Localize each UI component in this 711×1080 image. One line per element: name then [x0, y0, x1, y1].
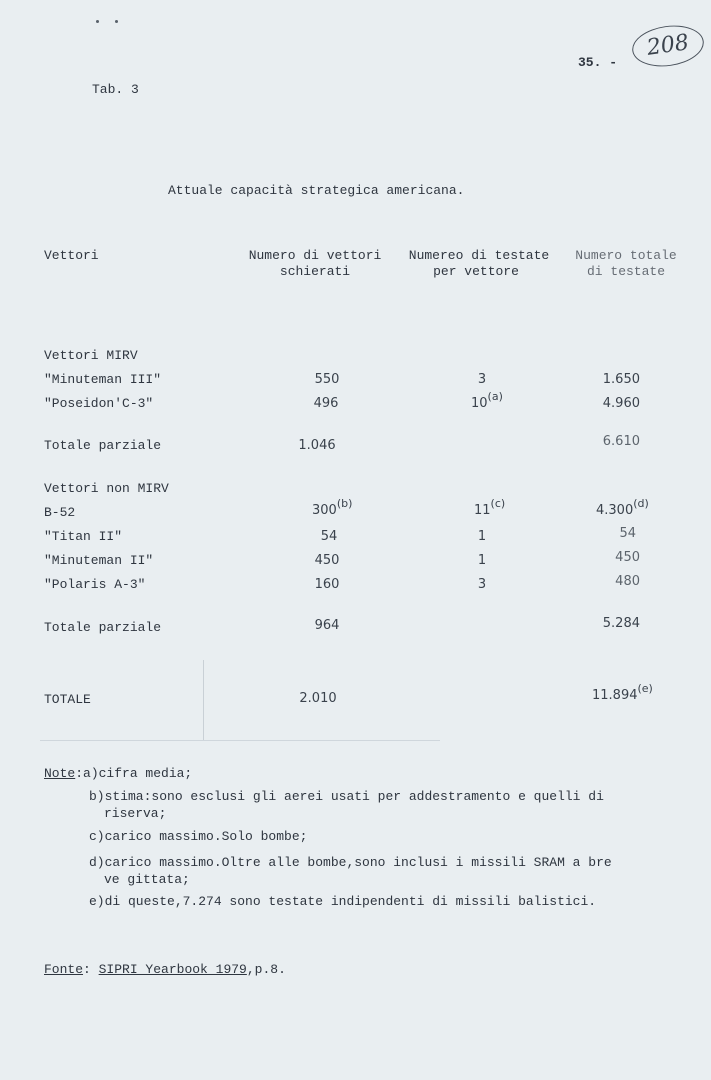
header-numero-totale-line1: Numero totale	[575, 248, 677, 263]
subtotal-label: Totale parziale	[44, 438, 162, 453]
header-numero-vettori-line2: schierati	[279, 264, 351, 279]
subtotal-schierati: 1.046	[298, 438, 336, 453]
archive-stamp: 208	[630, 21, 707, 71]
row-totale: 480	[615, 574, 640, 589]
row-name: "Minuteman II"	[44, 553, 154, 568]
note-b-line1: b)stima:sono esclusi gli aerei usati per addestramento e quelli di	[89, 789, 604, 804]
subtotal-totale: 6.610	[602, 434, 640, 449]
header-vettori: Vettori	[44, 248, 99, 263]
table-label: Tab. 3	[92, 82, 139, 97]
row-totale: 450	[615, 550, 640, 565]
header-numero-testate-line2: per vettore	[433, 264, 519, 279]
footnote-marker: (e)	[637, 682, 653, 695]
grand-total-label: TOTALE	[44, 692, 91, 707]
row-schierati: 550	[314, 372, 340, 387]
note-a-text: :a)cifra media;	[75, 766, 193, 781]
table-title: Attuale capacità strategica americana.	[168, 183, 465, 198]
source-line	[44, 962, 286, 977]
row-totale: 54	[619, 526, 636, 541]
row-name: B-52	[44, 505, 76, 520]
ink-speck	[96, 20, 99, 23]
row-name: "Poseidon'C-3"	[44, 396, 154, 411]
row-testate: 3	[477, 372, 487, 387]
row-totale	[596, 497, 649, 518]
row-name: "Minuteman III"	[44, 372, 162, 387]
row-schierati: 496	[313, 396, 339, 411]
row-schierati: 450	[314, 553, 340, 568]
footnote-marker: (c)	[490, 497, 506, 510]
note-c: c)carico massimo.Solo bombe;	[89, 829, 308, 844]
row-testate	[471, 390, 503, 411]
subtotal-totale: 5.284	[602, 616, 640, 631]
page-number: 35. -	[578, 55, 618, 70]
note-e: e)di queste,7.274 sono testate indipendenti di missili balistici.	[89, 894, 597, 909]
note-d-line2: ve gittata;	[104, 872, 190, 887]
row-testate: 1	[477, 553, 487, 568]
source-page: ,p.8.	[246, 962, 286, 977]
row-schierati	[312, 497, 353, 518]
header-numero-testate-line1: Numereo di testate	[408, 248, 550, 263]
row-schierati-value: 300	[312, 503, 337, 518]
row-schierati: 160	[314, 577, 340, 592]
notes-label: Note	[44, 766, 76, 781]
footnote-marker: (d)	[633, 497, 649, 510]
grand-total-value: 11.894	[592, 688, 638, 703]
row-totale: 1.650	[602, 372, 640, 387]
note-d-line1: d)carico massimo.Oltre alle bombe,sono inclusi i missili SRAM a bre	[89, 855, 612, 870]
section-heading-mirv: Vettori MIRV	[44, 348, 138, 363]
row-schierati: 54	[320, 529, 338, 544]
faint-rule-vertical	[203, 660, 204, 740]
footnote-marker: (a)	[487, 390, 503, 403]
grand-total-totale	[592, 682, 653, 703]
row-testate: 1	[477, 529, 487, 544]
subtotal-schierati: 964	[314, 618, 340, 633]
ink-speck	[115, 20, 118, 23]
header-numero-totale-line2: di testate	[586, 264, 666, 279]
note-a	[44, 766, 192, 781]
faint-rule-horizontal	[40, 740, 440, 741]
grand-total-schierati: 2.010	[299, 691, 337, 706]
row-totale-value: 4.300	[596, 503, 634, 518]
source-publication: SIPRI Yearbook 1979	[98, 962, 247, 977]
header-numero-vettori-line1: Numero di vettori	[248, 248, 382, 263]
row-testate	[474, 497, 506, 518]
subtotal-label: Totale parziale	[44, 620, 162, 635]
note-b-line2: riserva;	[104, 806, 167, 821]
row-testate: 3	[477, 577, 487, 592]
row-testate-value: 11	[474, 503, 491, 518]
row-totale: 4.960	[602, 396, 640, 411]
section-heading-non-mirv: Vettori non MIRV	[44, 481, 169, 496]
source-label: Fonte	[44, 962, 84, 977]
row-name: "Titan II"	[44, 529, 123, 544]
row-name: "Polaris A-3"	[44, 577, 146, 592]
footnote-marker: (b)	[336, 497, 353, 510]
source-separator: :	[83, 962, 99, 977]
row-testate-value: 10	[471, 396, 488, 411]
